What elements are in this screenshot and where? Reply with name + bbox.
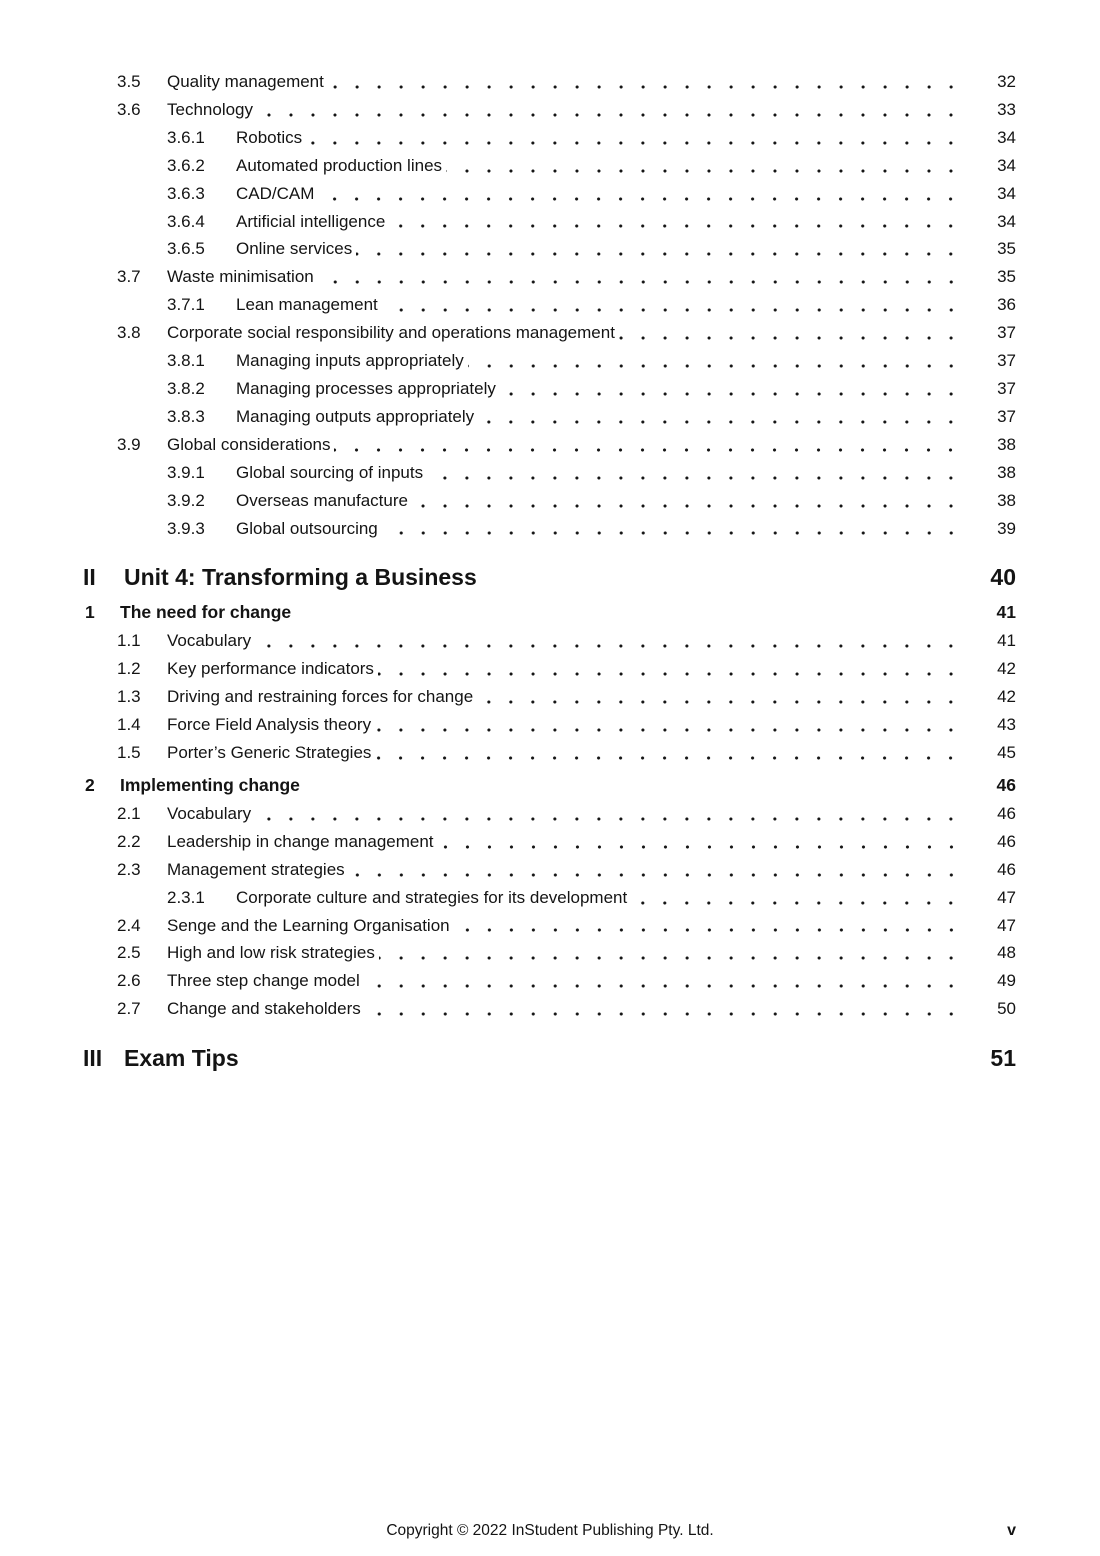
dot-leader bbox=[412, 487, 970, 515]
entry-page: 38 bbox=[997, 462, 1016, 482]
dot-leader bbox=[365, 995, 970, 1023]
entry-title: Force Field Analysis theory bbox=[167, 715, 372, 735]
entry-title: High and low risk strategies bbox=[167, 943, 375, 963]
toc-entry-3-6-1 bbox=[0, 124, 1100, 152]
folio-page-number: v bbox=[1007, 1522, 1016, 1539]
entry-page: 32 bbox=[997, 72, 1016, 91]
entry-title: CAD/CAM bbox=[236, 183, 315, 203]
entry-number: 2.1 bbox=[117, 803, 141, 823]
toc-entry-3-9-1 bbox=[0, 459, 1100, 487]
dot-leader bbox=[318, 263, 970, 291]
entry-page: 37 bbox=[997, 323, 1016, 343]
toc-entry-2-3-1 bbox=[0, 884, 1100, 912]
toc-entry-iii bbox=[0, 1041, 1100, 1075]
entry-number: 2.7 bbox=[117, 999, 141, 1019]
entry-page: 50 bbox=[997, 999, 1016, 1019]
toc-entry-3-8 bbox=[0, 319, 1100, 347]
toc-entry-3-9-3 bbox=[0, 515, 1100, 543]
dot-leader bbox=[255, 627, 970, 655]
toc-entry-1-3 bbox=[0, 683, 1100, 711]
leader-spacer bbox=[304, 771, 970, 800]
entry-title: Unit 4: Transforming a Business bbox=[124, 564, 477, 591]
entry-title: Overseas manufacture bbox=[236, 490, 408, 510]
entry-number: 3.6.5 bbox=[167, 239, 205, 259]
toc-entry-3-9-2 bbox=[0, 487, 1100, 515]
dot-leader bbox=[468, 347, 970, 375]
toc-entry-2-3 bbox=[0, 856, 1100, 884]
toc-entry-1-4 bbox=[0, 711, 1100, 739]
dot-leader bbox=[382, 515, 970, 543]
entry-title: Management strategies bbox=[167, 859, 345, 879]
entry-number: 1.3 bbox=[117, 687, 141, 707]
entry-page: 34 bbox=[997, 155, 1016, 175]
entry-title: Implementing change bbox=[120, 774, 300, 795]
entry-title: Managing processes appropriately bbox=[236, 378, 496, 398]
dot-leader bbox=[257, 96, 970, 124]
toc-entry-3-6 bbox=[0, 96, 1100, 124]
entry-page: 46 bbox=[997, 803, 1016, 823]
entry-page: 46 bbox=[997, 831, 1016, 851]
page-footer bbox=[0, 1516, 1100, 1546]
entry-number: 3.6.4 bbox=[167, 211, 205, 231]
entry-number: 3.6 bbox=[117, 99, 141, 119]
entry-page: 38 bbox=[997, 490, 1016, 510]
toc-entry-2-4 bbox=[0, 912, 1100, 940]
entry-page: 35 bbox=[997, 239, 1016, 259]
entry-number: III bbox=[83, 1045, 103, 1072]
toc-entry-1 bbox=[0, 598, 1100, 627]
entry-number: 2.3.1 bbox=[167, 887, 205, 907]
leader-spacer bbox=[481, 560, 964, 594]
dot-leader bbox=[619, 319, 970, 347]
entry-number: 1.4 bbox=[117, 715, 141, 735]
dot-leader bbox=[427, 459, 970, 487]
entry-page: 34 bbox=[997, 127, 1016, 147]
entry-title: Technology bbox=[167, 99, 254, 119]
leader-spacer bbox=[295, 598, 970, 627]
entry-title: Waste minimisation bbox=[167, 267, 314, 287]
entry-page: 34 bbox=[997, 183, 1016, 203]
toc-entry-3-8-1 bbox=[0, 347, 1100, 375]
entry-title: Change and stakeholders bbox=[167, 999, 361, 1019]
toc-entry-3-5 bbox=[0, 68, 1100, 96]
toc-entry-3-6-3 bbox=[0, 180, 1100, 208]
dot-leader bbox=[375, 711, 970, 739]
dot-leader bbox=[477, 683, 970, 711]
entry-page: 42 bbox=[997, 659, 1016, 679]
table-of-contents bbox=[0, 68, 1100, 1077]
entry-title: Global considerations bbox=[167, 434, 331, 454]
entry-title: Managing inputs appropriately bbox=[236, 351, 464, 371]
toc-entry-3-8-2 bbox=[0, 375, 1100, 403]
entry-number: 3.6.3 bbox=[167, 183, 205, 203]
entry-title: Automated production lines bbox=[236, 155, 443, 175]
toc-entry-2-7 bbox=[0, 995, 1100, 1023]
entry-title: Exam Tips bbox=[124, 1045, 239, 1072]
entry-number: 2.5 bbox=[117, 943, 141, 963]
toc-entry-1-5 bbox=[0, 739, 1100, 767]
entry-title: Driving and restraining forces for change bbox=[167, 687, 474, 707]
entry-page: 33 bbox=[997, 99, 1016, 119]
entry-page: 38 bbox=[997, 434, 1016, 454]
leader-spacer bbox=[243, 1041, 964, 1075]
dot-leader bbox=[255, 800, 970, 828]
entry-title: Quality management bbox=[167, 72, 324, 91]
dot-leader bbox=[631, 884, 970, 912]
entry-title: The need for change bbox=[120, 602, 292, 623]
entry-title: Vocabulary bbox=[167, 803, 252, 823]
dot-leader bbox=[364, 967, 970, 995]
dot-leader bbox=[389, 208, 970, 236]
entry-page: 34 bbox=[997, 211, 1016, 231]
entry-title: Robotics bbox=[236, 127, 303, 147]
entry-page: 37 bbox=[997, 378, 1016, 398]
entry-number: 3.9.1 bbox=[167, 462, 205, 482]
entry-page: 46 bbox=[996, 774, 1016, 795]
entry-number: 3.9.2 bbox=[167, 490, 205, 510]
dot-leader bbox=[328, 68, 970, 96]
dot-leader bbox=[375, 739, 970, 767]
entry-number: 3.8.1 bbox=[167, 351, 205, 371]
entry-number: 2.2 bbox=[117, 831, 141, 851]
entry-number: 3.8.3 bbox=[167, 406, 205, 426]
entry-title: Managing outputs appropriately bbox=[236, 406, 475, 426]
entry-page: 39 bbox=[997, 518, 1016, 538]
entry-title: Global outsourcing bbox=[236, 518, 378, 538]
entry-title: Leadership in change management bbox=[167, 831, 434, 851]
entry-page: 42 bbox=[997, 687, 1016, 707]
toc-entry-3-6-4 bbox=[0, 208, 1100, 236]
dot-leader bbox=[306, 124, 970, 152]
entry-number: 3.9 bbox=[117, 434, 141, 454]
entry-title: Online services bbox=[236, 239, 353, 259]
entry-number: 1.1 bbox=[117, 631, 141, 651]
dot-leader bbox=[349, 856, 970, 884]
toc-entry-3-7-1 bbox=[0, 291, 1100, 319]
dot-leader bbox=[379, 939, 970, 967]
entry-page: 41 bbox=[997, 631, 1016, 651]
entry-page: 46 bbox=[997, 859, 1016, 879]
entry-number: 1 bbox=[85, 602, 95, 623]
entry-number: 3.6.2 bbox=[167, 155, 205, 175]
entry-page: 41 bbox=[996, 602, 1016, 623]
dot-leader bbox=[478, 403, 970, 431]
dot-leader bbox=[334, 431, 970, 459]
entry-number: 2.4 bbox=[117, 915, 141, 935]
entry-page: 43 bbox=[997, 715, 1016, 735]
entry-page: 37 bbox=[997, 406, 1016, 426]
toc-entry-3-6-5 bbox=[0, 235, 1100, 263]
entry-page: 36 bbox=[997, 295, 1016, 315]
entry-number: 3.7 bbox=[117, 267, 141, 287]
entry-title: Corporate social responsibility and operations management bbox=[167, 323, 615, 343]
entry-number: 3.8 bbox=[117, 323, 141, 343]
dot-leader bbox=[318, 180, 970, 208]
entry-title: Corporate culture and strategies for its development bbox=[236, 887, 628, 907]
toc-entry-3-7 bbox=[0, 263, 1100, 291]
toc-entry-2-6 bbox=[0, 967, 1100, 995]
entry-page: 47 bbox=[997, 915, 1016, 935]
entry-number: 3.8.2 bbox=[167, 378, 205, 398]
toc-entry-2-1 bbox=[0, 800, 1100, 828]
entry-number: 3.5 bbox=[117, 72, 141, 91]
dot-leader bbox=[446, 152, 970, 180]
entry-number: 3.7.1 bbox=[167, 295, 205, 315]
entry-title: Artificial intelligence bbox=[236, 211, 386, 231]
entry-title: Key performance indicators bbox=[167, 659, 374, 679]
entry-title: Vocabulary bbox=[167, 631, 252, 651]
entry-page: 49 bbox=[997, 971, 1016, 991]
copyright-notice: Copyright © 2022 InStudent Publishing Pty. Ltd. bbox=[386, 1522, 714, 1539]
entry-title: Three step change model bbox=[167, 971, 360, 991]
entry-title: Global sourcing of inputs bbox=[236, 462, 424, 482]
entry-page: 35 bbox=[997, 267, 1016, 287]
toc-entry-2 bbox=[0, 771, 1100, 800]
dot-leader bbox=[454, 912, 970, 940]
entry-number: II bbox=[83, 564, 96, 591]
toc-entry-1-1 bbox=[0, 627, 1100, 655]
toc-entry-1-2 bbox=[0, 655, 1100, 683]
dot-leader bbox=[438, 828, 970, 856]
dot-leader bbox=[500, 375, 970, 403]
entry-number: 1.5 bbox=[117, 743, 141, 763]
entry-title: Senge and the Learning Organisation bbox=[167, 915, 450, 935]
entry-number: 2.3 bbox=[117, 859, 141, 879]
entry-page: 48 bbox=[997, 943, 1016, 963]
toc-entry-2-5 bbox=[0, 939, 1100, 967]
dot-leader bbox=[382, 291, 970, 319]
toc-entry-2-2 bbox=[0, 828, 1100, 856]
entry-title: Lean management bbox=[236, 295, 378, 315]
entry-page: 45 bbox=[997, 743, 1016, 763]
entry-number: 2 bbox=[85, 774, 95, 795]
entry-number: 3.9.3 bbox=[167, 518, 205, 538]
entry-page: 40 bbox=[990, 564, 1016, 591]
entry-title: Porter’s Generic Strategies bbox=[167, 743, 372, 763]
entry-number: 1.2 bbox=[117, 659, 141, 679]
toc-entry-3-6-2 bbox=[0, 152, 1100, 180]
entry-page: 47 bbox=[997, 887, 1016, 907]
entry-page: 37 bbox=[997, 351, 1016, 371]
toc-entry-3-9 bbox=[0, 431, 1100, 459]
dot-leader bbox=[356, 235, 970, 263]
toc-entry-ii bbox=[0, 560, 1100, 594]
entry-number: 2.6 bbox=[117, 971, 141, 991]
toc-entry-3-8-3 bbox=[0, 403, 1100, 431]
entry-number: 3.6.1 bbox=[167, 127, 205, 147]
dot-leader bbox=[378, 655, 970, 683]
entry-page: 51 bbox=[990, 1045, 1016, 1072]
